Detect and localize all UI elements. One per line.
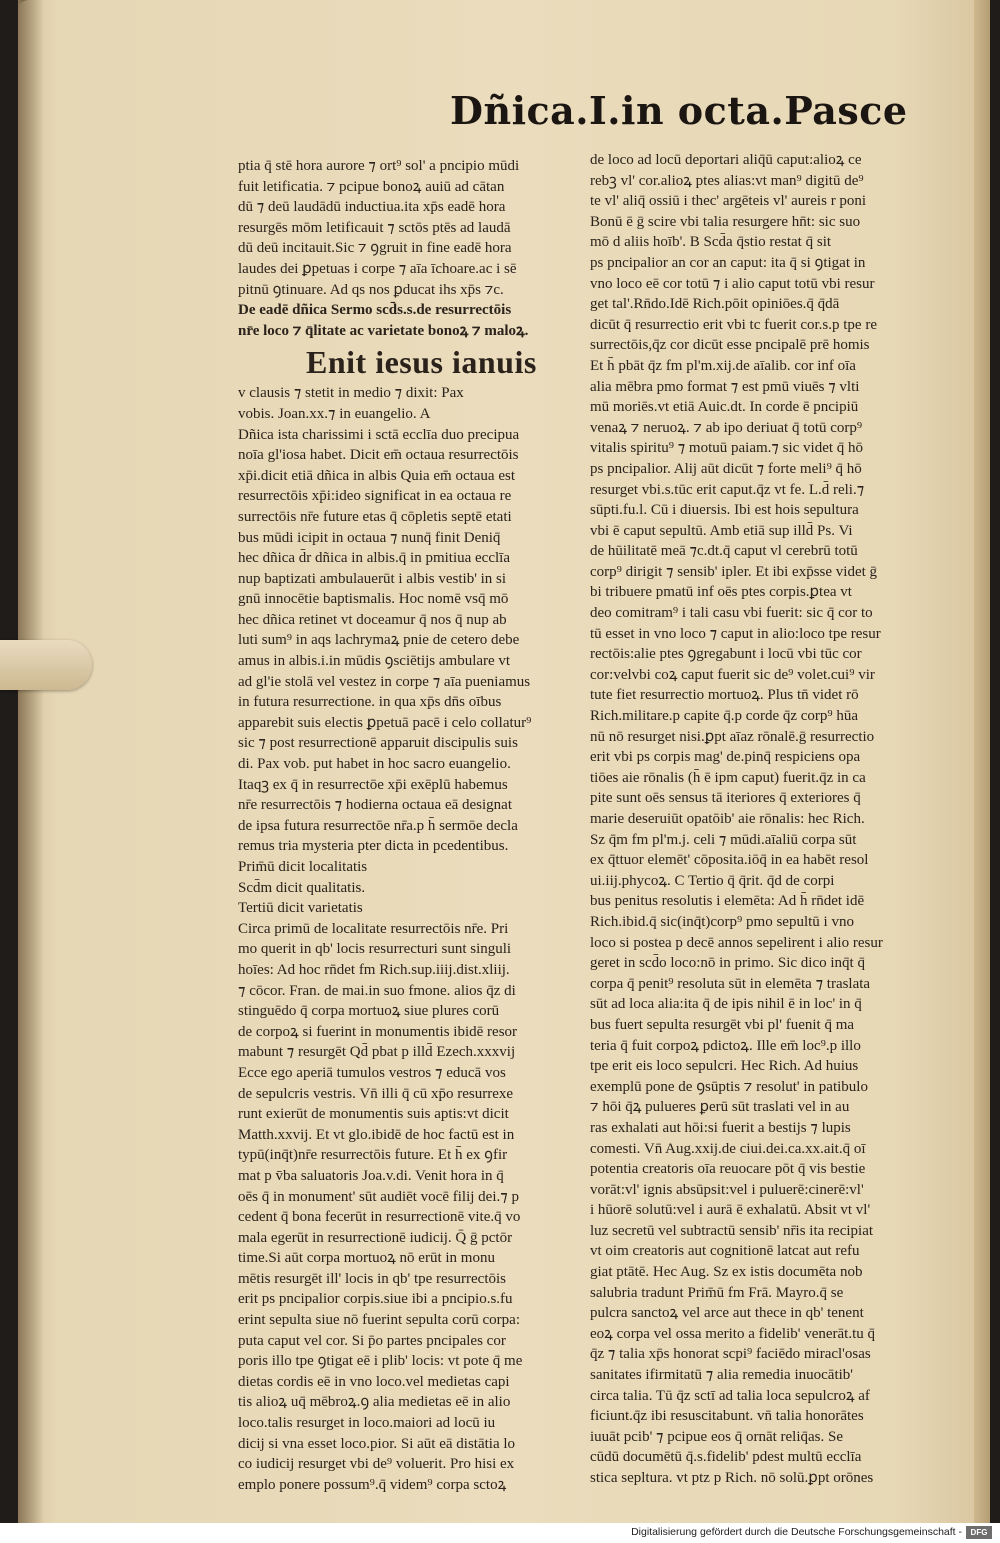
text-line: de loco ad locū deportari aliq̄ū caput:alioꝝ ce [590,152,862,168]
text-line: rebꝫ vl' cor.alioꝝ ptes alias:vt man⁹ digitū de⁹ [590,172,864,189]
text-line: erit ps pncipalior corpis.siue ibi a pncipio.s.fu [238,1291,513,1308]
text-line: mū moriēs.vt etiā Auic.dt. In corde ē pncipiū [590,399,859,416]
text-line: vno loco eē cor totū ⁊ i alio caput totū vbi resur [590,275,875,292]
text-line: de sepulcris vestris. Vn̄ illi q̄ cū xp̄o resurrexe [238,1085,514,1102]
text-line: ras exhalati aut hōi:si fuerit a bestijs ⁊ lupis [590,1119,851,1136]
text-line: ui.iij.phycoꝝ. C Tertio q̄ q̄rit. q̄d de corpi [590,872,835,889]
text-line: surrectōis,q̄z cor dicūt esse pncipalē prē homis [590,337,870,354]
text-line: stica sepltura. vt ptz p Rich. nō solū.ꝑpt orōnes [590,1470,874,1486]
text-line: tis alioꝝ uq̄ mēbroꝝ.ꝯ alia medietas eē in alio [238,1394,511,1411]
text-line: ficiunt.q̄z ibi resuscitabunt. vn̄ talia honorātes [590,1408,864,1425]
text-line: vt oim creatoris aut cognitionē latcat aut refu [590,1243,860,1260]
dfg-logo: DFG [966,1526,992,1539]
text-line: corp⁹ dirigit ⁊ sensib' ipler. Et ibi exp̄sse videt ḡ [590,563,878,580]
text-line: i hūorē solutū:vel i aurā ē exhalatū. Absit vt vl' [590,1202,871,1219]
text-line: oēs q̄ in monument' sūt audiēt vocē filij dei.⁊ p [238,1188,519,1205]
text-line: mabunt ⁊ resurgēt Qd̄ pbat p illd̄ Ezech.xxxvij [238,1044,516,1061]
text-line: sūpti.fu.l. Cū i diuersis. Ibi est hois sepultura [590,502,859,519]
text-line: bus fuert sepulta resurgēt vbi pl' fuenit q̄ ma [590,1016,855,1033]
text-line: Rich.militare.p capite q̄.p corde q̄z corp⁹ hūa [590,708,859,725]
text-line: luz secretū vel subtractū sensib' nr̄is ita recipiat [590,1222,874,1239]
text-line: surrectōis nr̄e future etas q̄ cōpletis septē etati [238,508,512,525]
text-line: mala egerūt in resurrectionē iudicij. Q̄ ḡ pctōr [238,1229,513,1246]
text-line: ps pncipalior. Alij aūt dicūt ⁊ forte meli⁹ q̄ hō [590,460,862,477]
text-line: ⁊ hōi q̄ꝝ pulueres ꝑerū sūt traslati vel in au [590,1099,850,1116]
text-line: stinguēdo q̄ corpa mortuoꝝ siue plures corū [238,1003,500,1020]
text-line: sanitates ifirmitatū ⁊ alia remedia inuocātib' [590,1367,853,1384]
text-line: nr̄e resurrectōis ⁊ hodierna octaua eā designat [238,797,512,814]
text-line: luti sum⁹ in aqs lachrymaꝝ pnie de cetero debe [238,632,520,649]
text-line: salubria tradunt Prim̄ū fm Frā. Mayro.q̄ se [590,1284,844,1301]
text-line: dicūt q̄ resurrectio erit vbi tc fuerit cor.s.p tpe re [590,316,877,333]
text-line: tiōes aie rōnalis (h̄ ē ipm caput) fuerit.q̄z in ca [590,769,866,786]
text-line: di. Pax vob. put habet in hoc sacro euangelio. [238,756,511,773]
text-line: dū ⁊ deū laudādū inductiua.ita xp̄s eadē hora [238,199,506,216]
text-line: eoꝝ corpa vel ossa merito a fidelib' venerāt.tu q̄ [590,1325,876,1342]
text-line: gnū innocētie baptismalis. Hoc nomē vsq̄ mō [238,591,509,608]
text-line: dū deū incitauit.Sic ⁊ ꝯgruit in fine eadē hora [238,240,512,257]
text-line: venaꝝ ⁊ neruoꝝ. ⁊ ab ipo deriuat q̄ totū corp⁹ [590,419,863,436]
text-line: potentia creatoris oīa reuocare pōt q̄ vis bestie [590,1161,866,1178]
text-line: tute fiet resurrectio mortuoꝝ. Plus tn̄ videt rō [590,687,859,704]
text-line: Et h̄ pbāt q̄z fm pl'm.xij.de aīalib. cor inf oīa [590,357,856,374]
text-line: bus mūdi icipit in octaua ⁊ nunq̄ finit Deniq̄ [238,529,501,546]
text-line: corpa q̄ penit⁹ resoluta sūt in elemēta ⁊ traslata [590,975,871,992]
text-line: pulcra sanctoꝝ vel arce aut thece in qb' tenent [590,1305,864,1322]
text-line: ptia q̄ stē hora aurore ⁊ ort⁹ sol' a pncipio mūdi [238,158,520,174]
text-line: sūt ad loca alia:ita q̄ de ipis nihil ē in loc' in q̄ [590,996,862,1013]
text-line: resurrectōis xp̄i:ideo significat in ea octaua re [238,488,512,505]
text-line: hec dñica d̄r dñica in albis.q̄ in pmitiua ecclīa [238,550,510,567]
text-line: cedent q̄ bona fecerūt in resurrectionē vite.q̄ vo [238,1209,521,1226]
text-line: nup baptizati ambulauerūt i albis vestib' in si [238,570,507,587]
text-line: ⁊ cōcor. Fran. de mai.in suo fmone. alios q̄z di [238,982,516,999]
text-line: iuuāt pcib' ⁊ pcipue eos q̄ ornāt reliq̄as. Se [590,1428,844,1445]
text-line: giat ptātē. Hec Aug. Sz ex istis documēta nob [590,1264,863,1281]
text-line: cor:velvbi coꝝ caput fuerit sic de⁹ volet.cui⁹ vir [590,666,875,683]
text-line: emplo ponere possum⁹.q̄ videm⁹ corpa sctoꝝ [238,1476,507,1493]
text-line: amus in albis.i.in mūdis ꝯsciētijs ambulare vt [238,653,511,670]
text-line: remus tria mysteria pter dicta in pcedentibus. [238,838,509,855]
text-line: erit vbi ps corpis mag' de.pinq̄ respiciens opa [590,749,861,766]
text-line: ad gl'ie stolā vel vestez in corpe ⁊ aīa pueniamus [238,673,531,690]
text-line: Tertiū dicit varietatis [238,900,363,917]
sermon-incipit: Enit iesus ianuis [306,344,537,381]
text-line: geret in scd̄o loco:nō in primo. Sic dico inq̄t q̄ [590,955,865,972]
text-line: bus penitus resolutis i elemēta: Ad h̄ rn̄det idē [590,893,865,910]
text-line: q̄z ⁊ talia xp̄s honorat scpi⁹ faciēdo miracl'osas [590,1346,871,1363]
text-line: deo comitram⁹ i tali casu vbi fuerit: sic q̄ cor to [590,605,873,622]
text-line: Bonū ē ḡ scire vbi talia resurgere hn̄t: sic suo [590,213,861,230]
text-line: nū nō resurget nisi.ꝑpt aīaz rōnalē.ḡ resurrectio [590,728,875,745]
text-line: v clausis ⁊ stetit in medio ⁊ dixit: Pax [238,385,464,402]
text-line: noīa gl'iosa habet. Dicit em̄ octaua resurrectōis [238,447,519,464]
text-line: de ipsa futura resurrectōe nr̄a.p h̄ sermōe decla [238,817,518,834]
text-line: bi tribuere pmatū inf oēs ptes corpis.ꝑtea vt [590,584,852,601]
page-clip [0,640,92,690]
page-edge [974,0,990,1543]
text-line: loco si postea p decē annos sepelirent i alio resur [590,934,883,951]
text-line: teria q̄ fuit corpoꝝ pdictoꝝ. Ille em̄ loc⁹.p illo [590,1037,861,1054]
text-line: vitalis spiritu⁹ ⁊ motuū paiam.⁊ sic videt q̄ hō [590,440,864,457]
text-line: vorāt:vl' ignis absūpsit:vel i puluerē:cinerē:vl' [590,1181,864,1198]
text-line: co iudicij resurget vbi de⁹ voluerit. Pro hisi ex [238,1456,515,1473]
text-line: Matth.xxvij. Et vt glo.ibidē de hoc factū est in [238,1126,515,1143]
text-line: runt exierūt de monumentis suis aptis:vt dicit [238,1106,509,1123]
text-line: apparebit suis electis ꝑpetuā pacē i celo collatur⁹ [238,714,532,731]
left-text-column [238,156,578,1493]
text-line: ps pncipalior an cor an caput: ita q̄ si ꝯtigat in [590,254,866,271]
text-line: tū esset in vno loco ⁊ caput in alio:loco tpe resur [590,625,881,642]
text-line: vobis. Joan.xx.⁊ in euangelio. A [238,405,431,422]
text-line: xp̄i.dicit etiā dñica in albis Quia em̄ octaua est [238,467,515,484]
text-line: hoīes: Ad hoc rn̄det fm Rich.sup.iiij.dist.xliij. [238,961,510,978]
text-line: poris illo tpe ꝯtigat eē i plib' locis: vt pote q̄ me [238,1353,523,1370]
text-line: Scd̄m dicit qualitatis. [238,879,366,896]
text-line: dietas cordis eē in vno loco.vel medietas capi [238,1373,510,1390]
text-line: Dñica ista charissimi i sctā ecclīa duo precipua [238,426,520,443]
text-line: comesti. Vn̄ Aug.xxij.de ciui.dei.ca.xx.ait.q̄ oī [590,1140,866,1157]
text-line: rectōis:alie ptes ꝯgregabunt i locū vbi tūc cor [590,646,862,663]
running-head: Dñica.I.in octa.Pasce [450,88,908,133]
text-line: marie deseruiūt opatōib' aie rōnalis: hec Rich. [590,811,865,827]
text-line: Rich.ibid.q̄ sic(inq̄t)corp⁹ pmo sepultū i vno [590,913,854,930]
text-line: erint sepulta siue nō fuerint sepulta corū corpa: [238,1312,520,1329]
text-line: exemplū pone de ꝯsūptis ⁊ resolut' in patibulo [590,1078,868,1095]
text-line: resurgēs mōm letificauit ⁊ sctōs ptēs ad laudā [238,219,511,236]
text-line: de hūilitatē meā ⁊c.dt.q̄ caput vl cerebrū totū [590,543,858,560]
text-line: mo querit in qb' locis resurrecturi sunt singuli [238,941,512,958]
text-line: resurget vbi.s.tūc erit caput.q̄z vt fe. L.d̄ reli.⁊ [590,481,865,498]
text-line: Ecce ego aperiā tumulos vestros ⁊ educā vos [238,1064,506,1081]
text-line: vbi ē caput sepultū. Amb etiā sup illd̄ Ps. Vi [590,522,853,539]
text-line: de corpoꝝ si fuerint in monumentis ibidē resor [238,1023,518,1040]
text-line: hec dñica retinet vt doceamur q̄ nos q̄ nup ab [238,611,507,628]
text-line: Sz q̄m fm pl'm.j. celi ⁊ mūdi.aīaliū corpa sūt [590,831,857,848]
text-line: De eadē dñica Sermo scd̄s.s.de resurrectōis [238,302,512,319]
text-line: loco.talis resurget in loco.maiori ad locū iu [238,1415,496,1432]
text-line: get tal'.Rn̄do.Idē Rich.pōit opiniōes.q̄ q̄dā [590,296,840,313]
text-line: in futura resurrectione. in qua xp̄s dn̄s oībus [238,694,502,711]
text-line: fuit letificatia. ⁊ pcipue bonoꝝ auiū ad cātan [238,178,505,195]
text-line: mō d aliis hoīb'. B Scd̄a q̄stio restat q̄ sit [590,234,832,251]
text-line: puta caput vel cor. Si p̄o partes pncipales cor [238,1332,506,1349]
text-line: time.Si aūt corpa mortuoꝝ nō erūt in monu [238,1250,495,1267]
text-line: Itaqꝫ ex q̄ in resurrectōe xp̄i exēplū habemus [238,776,508,793]
text-line: tpe erit eis loco sepulcri. Hec Rich. Ad huius [590,1058,859,1075]
right-text-column [590,150,970,1486]
text-line: mētis resurgēt ill' locis in qb' tpe resurrectōis [238,1270,506,1287]
text-line: cūdū documētū q̄.s.fidelib' pdest multū ecclīa [590,1449,862,1466]
spine-shadow [18,0,44,1543]
text-line: pite sunt oēs sensus tā iteriores q̄ exteriores q̄ [590,790,861,807]
text-line: typū(inq̄t)nr̄e resurrectōis future. Et h̄ ex ꝯfir [238,1147,508,1164]
footer-bar [0,1523,1000,1543]
footer-credit: Digitalisierung gefördert durch die Deutsche Forschungsgemeinschaft - [631,1526,962,1538]
text-line: nr̄e loco ⁊ q̄litate ac varietate bonoꝝ ⁊ maloꝝ. [238,322,529,339]
text-line: te vl' aliq̄ ossiū i thec' argēteis vl' aureis r poni [590,193,867,210]
text-line: mat p v̄ba saluatoris Joa.v.di. Venit hora in q̄ [238,1167,504,1184]
text-line: ex q̄ttuor elemēt' cōposita.iōq̄ in ea habēt resol [590,852,869,869]
text-line: sic ⁊ post resurrectionē apparuit discipulis suis [238,735,518,752]
text-line: circa talia. Tū q̄z sctī ad talia loca sepulcroꝝ af [590,1387,870,1404]
text-line: alia mēbra pmo format ⁊ est pmū viuēs ⁊ vlti [590,378,860,395]
text-line: laudes dei ꝑpetuas i corpe ⁊ aīa īchoare.ac i sē [238,260,517,277]
text-line: dicij si vna esset loco.pior. Si aūt eā distātia lo [238,1435,516,1452]
text-line: Prim̄ū dicit localitatis [238,859,368,875]
text-line: Circa primū de localitate resurrectōis nr̄e. Pri [238,920,509,937]
text-line: pitnū ꝯtinuare. Ad qs nos ꝑducat ihs xp̄s ⁊c. [238,281,504,298]
